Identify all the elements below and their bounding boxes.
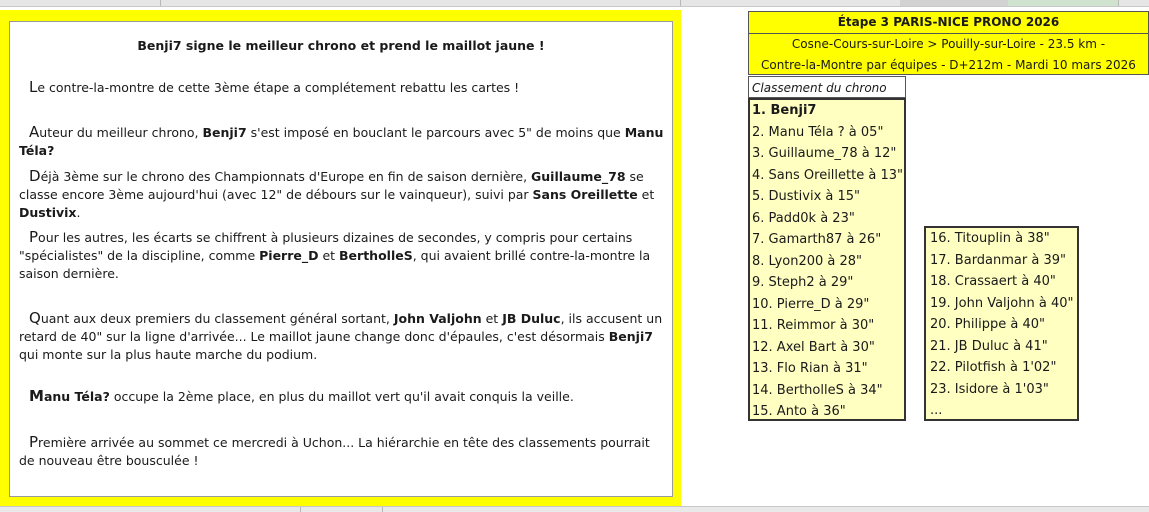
rider-name: Dustivix <box>19 205 77 220</box>
ranking-item: 23. Isidore à 1'03" <box>930 381 1049 397</box>
rider-name: John Valjohn <box>393 311 482 326</box>
article-paragraph <box>19 123 667 160</box>
paragraph-text: remière arrivée au sommet ce mercredi à Uchon... La hiérarchie en tête des classements pourrait de nouveau être bousculée ! <box>19 435 650 468</box>
article-paragraph <box>19 78 667 97</box>
rider-name: anu Téla? <box>43 389 110 404</box>
paragraph-text: occupe la 2ème place, en plus du maillot vert qu'il avait conquis la veille. <box>109 389 574 404</box>
rider-name: Pierre_D <box>259 248 319 263</box>
ranking-item: 17. Bardanmar à 39" <box>930 252 1066 268</box>
article-paragraph <box>19 228 667 283</box>
paragraph-text: . <box>76 205 81 220</box>
article-paragraph <box>19 433 667 470</box>
ranking-item: 11. Reimmor à 30" <box>752 318 875 333</box>
ranking-item: 3. Guillaume_78 à 12" <box>752 146 897 161</box>
paragraph-text: et <box>637 187 655 202</box>
rider-name: BertholleS <box>339 248 413 263</box>
drop-cap: P <box>29 433 39 451</box>
ranking-item: 1. Benji7 <box>752 103 817 118</box>
ranking-item: 4. Sans Oreillette à 13" <box>752 167 903 183</box>
paragraph-text: et <box>318 248 340 263</box>
article-paragraph <box>19 387 667 406</box>
chrono-ranking-label[interactable]: Classement du chrono <box>748 76 906 98</box>
ranking-item: 19. John Valjohn à 40" <box>930 295 1074 311</box>
ranking-item: 16. Titouplin à 38" <box>930 231 1050 246</box>
ranking-item: 10. Pierre_D à 29" <box>752 296 870 312</box>
ranking-item: 9. Steph2 à 29" <box>752 275 854 290</box>
rider-name: Manu Téla? <box>19 125 664 158</box>
drop-cap: A <box>29 123 40 141</box>
drop-cap: M <box>29 387 44 405</box>
cell-strip <box>900 0 1009 6</box>
article-paragraph <box>19 167 667 222</box>
cell-strip <box>300 507 383 512</box>
paragraph-text: éjà 3ème sur le chrono des Championnats d'Europe en fin de saison dernière, <box>40 169 532 184</box>
paragraph-text: , ils accusent un retard de 40" sur la ligne d'arrivée... Le maillot jaune change donc d'épaules, c'est désormais <box>19 311 663 344</box>
rider-name: Guillaume_78 <box>531 169 626 184</box>
selected-cell-strip <box>1008 0 1119 6</box>
ranking-item: 8. Lyon200 à 28" <box>752 253 863 269</box>
stage-details: Contre-la-Montre par équipes - D+212m - Mardi 10 mars 2026 <box>761 58 1136 72</box>
cell-strip <box>680 0 901 6</box>
ranking-item: ... <box>930 403 943 418</box>
rider-name: JB Duluc <box>502 311 561 326</box>
rider-name: Benji7 <box>608 329 653 344</box>
article-highlight-frame <box>0 10 681 507</box>
ranking-item: 6. Padd0k à 23" <box>752 210 855 226</box>
drop-cap: P <box>29 228 39 246</box>
paragraph-text: s'est imposé en bouclant le parcours avec 5" de moins que <box>246 125 625 140</box>
ranking-list-left[interactable] <box>748 98 906 421</box>
stage-title: Étape 3 PARIS-NICE PRONO 2026 <box>749 12 1148 34</box>
ranking-item: 13. Flo Rian à 31" <box>752 361 868 376</box>
ranking-item: 15. Anto à 36" <box>752 404 846 419</box>
rider-name: Sans Oreillette <box>532 187 638 202</box>
paragraph-text: qui monte sur la plus haute marche du podium. <box>19 347 318 362</box>
ranking-item: 14. BertholleS à 34" <box>752 382 883 398</box>
ranking-item: 2. Manu Téla ? à 05" <box>752 124 884 140</box>
rider-name: Benji7 <box>202 125 247 140</box>
drop-cap: D <box>29 167 41 185</box>
sheet-top-edge <box>0 0 1149 7</box>
stage-route: Cosne-Cours-sur-Loire > Pouilly-sur-Loire - 23.5 km - <box>791 37 1106 51</box>
paragraph-text: uant aux deux premiers du classement général sortant, <box>40 311 394 326</box>
paragraph-text: our les autres, les écarts se chiffrent à plusieurs dizaines de secondes, y compris pour certains "spécialistes" de la discipline, comme <box>19 230 633 263</box>
paragraph-text: uteur du meilleur chrono, <box>39 125 203 140</box>
paragraph-text: , qui avaient brillé contre-la-montre la saison dernière. <box>19 248 651 281</box>
ranking-list-right[interactable] <box>924 226 1079 421</box>
paragraph-text: e contre-la-montre de cette 3ème étape a complétement rebattu les cartes ! <box>37 80 520 95</box>
article-text-box[interactable] <box>9 21 673 497</box>
ranking-item: 22. Pilotfish à 1'02" <box>930 360 1057 375</box>
ranking-item: 18. Crassaert à 40" <box>930 274 1056 289</box>
article-paragraph <box>19 309 667 364</box>
cell-strip <box>160 0 681 6</box>
sheet-bottom-edge <box>0 506 1149 512</box>
ranking-item: 12. Axel Bart à 30" <box>752 339 875 355</box>
stage-header-box[interactable] <box>748 11 1149 75</box>
cell-strip <box>0 0 161 6</box>
article-headline: Benji7 signe le meilleur chrono et prend le maillot jaune ! <box>137 38 545 53</box>
drop-cap: Q <box>29 309 41 327</box>
ranking-item: 7. Gamarth87 à 26" <box>752 232 882 247</box>
cell-strip <box>0 507 301 512</box>
ranking-item: 20. Philippe à 40" <box>930 317 1045 332</box>
ranking-item: 5. Dustivix à 15" <box>752 189 861 204</box>
paragraph-text: et <box>481 311 503 326</box>
ranking-item: 21. JB Duluc à 41" <box>930 338 1048 354</box>
drop-cap: L <box>29 78 38 96</box>
paragraph-text: se classe encore 3ème aujourd'hui (avec 12" de débours sur le vainqueur), suivi par <box>19 169 644 202</box>
